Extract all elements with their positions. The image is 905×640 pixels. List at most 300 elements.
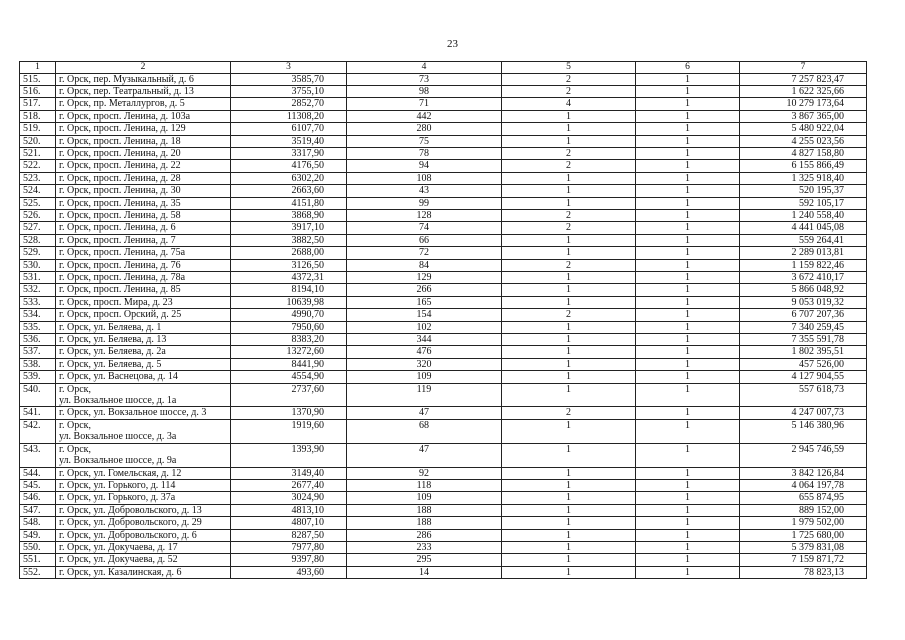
count-cell: 1: [502, 123, 636, 135]
area-cell: 3317,90: [231, 147, 347, 159]
area-cell: 6107,70: [231, 123, 347, 135]
amount-cell: 5 866 048,92: [740, 284, 867, 296]
table-row: [20, 467, 867, 479]
header-cell: 2: [56, 62, 231, 74]
row-number-cell: 528.: [20, 234, 56, 246]
header-cell: 6: [636, 62, 740, 74]
table-row: [20, 346, 867, 358]
count-cell: 1: [502, 371, 636, 383]
area-cell: 3868,90: [231, 209, 347, 221]
count-cell: 1: [502, 554, 636, 566]
address-cell: г. Орск, просп. Ленина, д. 7: [56, 234, 231, 246]
address-cell: г. Орск, ул. Добровольского, д. 29: [56, 517, 231, 529]
row-number-cell: 531.: [20, 272, 56, 284]
amount-cell: 1 802 395,51: [740, 346, 867, 358]
area-cell: 4176,50: [231, 160, 347, 172]
address-cell: г. Орск, просп. Ленина, д. 103а: [56, 110, 231, 122]
residents-cell: 320: [347, 358, 502, 370]
count-cell: 1: [636, 529, 740, 541]
amount-cell: 9 053 019,32: [740, 296, 867, 308]
count-cell: 1: [636, 209, 740, 221]
residents-cell: 102: [347, 321, 502, 333]
row-number-cell: 543.: [20, 443, 56, 467]
count-cell: 1: [636, 371, 740, 383]
amount-cell: 4 441 045,08: [740, 222, 867, 234]
row-number-cell: 520.: [20, 135, 56, 147]
area-cell: 11308,20: [231, 110, 347, 122]
residents-cell: 71: [347, 98, 502, 110]
count-cell: 1: [636, 259, 740, 271]
table-row: [20, 247, 867, 259]
amount-cell: 4 255 023,56: [740, 135, 867, 147]
address-cell: г. Орск, ул. Вокзальное шоссе, д. 3а: [56, 419, 231, 443]
table-row: [20, 123, 867, 135]
amount-cell: 4 247 007,73: [740, 407, 867, 419]
row-number-cell: 541.: [20, 407, 56, 419]
count-cell: 1: [636, 98, 740, 110]
count-cell: 1: [502, 541, 636, 553]
address-cell: г. Орск, ул. Беляева, д. 5: [56, 358, 231, 370]
address-cell: г. Орск, ул. Васнецова, д. 14: [56, 371, 231, 383]
count-cell: 2: [502, 73, 636, 85]
count-cell: 1: [636, 541, 740, 553]
address-cell: г. Орск, просп. Ленина, д. 78а: [56, 272, 231, 284]
address-cell: г. Орск, ул. Вокзальное шоссе, д. 9а: [56, 443, 231, 467]
area-cell: 3755,10: [231, 85, 347, 97]
amount-cell: 3 842 126,84: [740, 467, 867, 479]
address-cell: г. Орск, просп. Ленина, д. 30: [56, 185, 231, 197]
residents-cell: 98: [347, 85, 502, 97]
address-cell: г. Орск, пер. Музыкальный, д. 6: [56, 73, 231, 85]
table-row: [20, 160, 867, 172]
residents-cell: 68: [347, 419, 502, 443]
residents-cell: 129: [347, 272, 502, 284]
residents-cell: 118: [347, 479, 502, 491]
address-cell: г. Орск, ул. Добровольского, д. 6: [56, 529, 231, 541]
count-cell: 1: [502, 272, 636, 284]
row-number-cell: 533.: [20, 296, 56, 308]
row-number-cell: 542.: [20, 419, 56, 443]
count-cell: 1: [502, 247, 636, 259]
address-cell: г. Орск, просп. Ленина, д. 22: [56, 160, 231, 172]
area-cell: 3126,50: [231, 259, 347, 271]
table-row: [20, 358, 867, 370]
row-number-cell: 538.: [20, 358, 56, 370]
address-cell: г. Орск, ул. Вокзальное шоссе, д. 1а: [56, 383, 231, 407]
area-cell: 2677,40: [231, 479, 347, 491]
area-cell: 3149,40: [231, 467, 347, 479]
count-cell: 1: [502, 358, 636, 370]
area-cell: 3917,10: [231, 222, 347, 234]
table-row: [20, 529, 867, 541]
count-cell: 2: [502, 85, 636, 97]
count-cell: 2: [502, 259, 636, 271]
area-cell: 4813,10: [231, 504, 347, 516]
row-number-cell: 545.: [20, 479, 56, 491]
count-cell: 1: [502, 234, 636, 246]
amount-cell: 6 707 207,36: [740, 309, 867, 321]
amount-cell: 1 725 680,00: [740, 529, 867, 541]
table-row: [20, 85, 867, 97]
amount-cell: 655 874,95: [740, 492, 867, 504]
area-cell: 3585,70: [231, 73, 347, 85]
table-row: [20, 185, 867, 197]
address-cell: г. Орск, ул. Горького, д. 37а: [56, 492, 231, 504]
count-cell: 1: [636, 185, 740, 197]
address-cell: г. Орск, ул. Гомельская, д. 12: [56, 467, 231, 479]
residents-cell: 47: [347, 443, 502, 467]
count-cell: 1: [502, 321, 636, 333]
amount-cell: 457 526,00: [740, 358, 867, 370]
amount-cell: 559 264,41: [740, 234, 867, 246]
row-number-cell: 540.: [20, 383, 56, 407]
residents-cell: 84: [347, 259, 502, 271]
row-number-cell: 549.: [20, 529, 56, 541]
row-number-cell: 535.: [20, 321, 56, 333]
header-cell: 4: [347, 62, 502, 74]
amount-cell: 3 867 365,00: [740, 110, 867, 122]
table-row: [20, 110, 867, 122]
area-cell: 3882,50: [231, 234, 347, 246]
amount-cell: 6 155 866,49: [740, 160, 867, 172]
count-cell: 1: [502, 504, 636, 516]
header-cell: 1: [20, 62, 56, 74]
area-cell: 4554,90: [231, 371, 347, 383]
table-row: [20, 147, 867, 159]
table-row: [20, 334, 867, 346]
count-cell: 1: [636, 346, 740, 358]
count-cell: 1: [636, 407, 740, 419]
table-row: [20, 309, 867, 321]
page-number: 23: [447, 38, 458, 50]
count-cell: 1: [636, 73, 740, 85]
amount-cell: 2 945 746,59: [740, 443, 867, 467]
address-cell: г. Орск, просп. Ленина, д. 85: [56, 284, 231, 296]
table-body: [20, 73, 867, 579]
amount-cell: 2 289 013,81: [740, 247, 867, 259]
row-number-cell: 523.: [20, 172, 56, 184]
address-cell: г. Орск, ул. Горького, д. 114: [56, 479, 231, 491]
address-cell: г. Орск, пер. Театральный, д. 13: [56, 85, 231, 97]
residents-cell: 233: [347, 541, 502, 553]
residents-cell: 94: [347, 160, 502, 172]
amount-cell: 5 379 831,08: [740, 541, 867, 553]
amount-cell: 1 240 558,40: [740, 209, 867, 221]
address-cell: г. Орск, просп. Ленина, д. 58: [56, 209, 231, 221]
row-number-cell: 551.: [20, 554, 56, 566]
address-cell: г. Орск, просп. Ленина, д. 35: [56, 197, 231, 209]
area-cell: 9397,80: [231, 554, 347, 566]
amount-cell: 10 279 173,64: [740, 98, 867, 110]
count-cell: 1: [636, 554, 740, 566]
residents-cell: 73: [347, 73, 502, 85]
table-row: [20, 209, 867, 221]
row-number-cell: 516.: [20, 85, 56, 97]
count-cell: 1: [502, 383, 636, 407]
amount-cell: 3 672 410,17: [740, 272, 867, 284]
amount-cell: 889 152,00: [740, 504, 867, 516]
count-cell: 1: [636, 321, 740, 333]
table-row: [20, 172, 867, 184]
address-cell: г. Орск, ул. Беляева, д. 13: [56, 334, 231, 346]
residents-cell: 92: [347, 467, 502, 479]
count-cell: 1: [636, 147, 740, 159]
address-cell: г. Орск, ул. Беляева, д. 1: [56, 321, 231, 333]
amount-cell: 4 827 158,80: [740, 147, 867, 159]
residents-cell: 266: [347, 284, 502, 296]
amount-cell: 592 105,17: [740, 197, 867, 209]
area-cell: 8287,50: [231, 529, 347, 541]
area-cell: 1393,90: [231, 443, 347, 467]
area-cell: 2663,60: [231, 185, 347, 197]
amount-cell: 1 325 918,40: [740, 172, 867, 184]
table-row: [20, 222, 867, 234]
header-row: [20, 62, 867, 74]
residents-cell: 109: [347, 371, 502, 383]
count-cell: 1: [636, 110, 740, 122]
amount-cell: 1 979 502,00: [740, 517, 867, 529]
table-row: [20, 73, 867, 85]
address-cell: г. Орск, ул. Казалинская, д. 6: [56, 566, 231, 578]
area-cell: 4151,80: [231, 197, 347, 209]
residents-cell: 344: [347, 334, 502, 346]
amount-cell: 5 480 922,04: [740, 123, 867, 135]
count-cell: 2: [502, 147, 636, 159]
table-row: [20, 234, 867, 246]
row-number-cell: 518.: [20, 110, 56, 122]
count-cell: 1: [502, 296, 636, 308]
address-cell: г. Орск, просп. Ленина, д. 6: [56, 222, 231, 234]
amount-cell: 5 146 380,96: [740, 419, 867, 443]
count-cell: 1: [502, 467, 636, 479]
row-number-cell: 527.: [20, 222, 56, 234]
amount-cell: 7 159 871,72: [740, 554, 867, 566]
amount-cell: 1 622 325,66: [740, 85, 867, 97]
residents-cell: 72: [347, 247, 502, 259]
address-cell: г. Орск, ул. Беляева, д. 2а: [56, 346, 231, 358]
residents-cell: 109: [347, 492, 502, 504]
area-cell: 1370,90: [231, 407, 347, 419]
address-cell: г. Орск, просп. Орский, д. 25: [56, 309, 231, 321]
count-cell: 1: [636, 222, 740, 234]
area-cell: 10639,98: [231, 296, 347, 308]
count-cell: 1: [636, 172, 740, 184]
count-cell: 1: [502, 334, 636, 346]
row-number-cell: 534.: [20, 309, 56, 321]
count-cell: 1: [636, 517, 740, 529]
residents-cell: 78: [347, 147, 502, 159]
count-cell: 1: [502, 110, 636, 122]
count-cell: 1: [502, 529, 636, 541]
row-number-cell: 530.: [20, 259, 56, 271]
table-row: [20, 419, 867, 443]
table-row: [20, 321, 867, 333]
table-row: [20, 443, 867, 467]
residents-cell: 128: [347, 209, 502, 221]
row-number-cell: 519.: [20, 123, 56, 135]
table-row: [20, 504, 867, 516]
address-cell: г. Орск, ул. Вокзальное шоссе, д. 3: [56, 407, 231, 419]
count-cell: 1: [636, 85, 740, 97]
amount-cell: 520 195,37: [740, 185, 867, 197]
address-cell: г. Орск, просп. Ленина, д. 76: [56, 259, 231, 271]
address-cell: г. Орск, ул. Докучаева, д. 52: [56, 554, 231, 566]
count-cell: 1: [502, 492, 636, 504]
amount-cell: 7 340 259,45: [740, 321, 867, 333]
row-number-cell: 526.: [20, 209, 56, 221]
area-cell: 8194,10: [231, 284, 347, 296]
count-cell: 1: [636, 467, 740, 479]
row-number-cell: 517.: [20, 98, 56, 110]
count-cell: 1: [502, 479, 636, 491]
table-row: [20, 296, 867, 308]
amount-cell: 4 127 904,55: [740, 371, 867, 383]
count-cell: 2: [502, 209, 636, 221]
residents-cell: 286: [347, 529, 502, 541]
row-number-cell: 532.: [20, 284, 56, 296]
address-cell: г. Орск, просп. Мира, д. 23: [56, 296, 231, 308]
residents-cell: 74: [347, 222, 502, 234]
count-cell: 1: [636, 479, 740, 491]
count-cell: 1: [636, 443, 740, 467]
count-cell: 1: [502, 419, 636, 443]
row-number-cell: 522.: [20, 160, 56, 172]
address-cell: г. Орск, просп. Ленина, д. 129: [56, 123, 231, 135]
residents-cell: 99: [347, 197, 502, 209]
count-cell: 1: [502, 172, 636, 184]
row-number-cell: 529.: [20, 247, 56, 259]
area-cell: 493,60: [231, 566, 347, 578]
table-row: [20, 98, 867, 110]
count-cell: 1: [636, 309, 740, 321]
count-cell: 1: [502, 284, 636, 296]
residents-cell: 119: [347, 383, 502, 407]
area-cell: 2688,00: [231, 247, 347, 259]
count-cell: 1: [502, 185, 636, 197]
count-cell: 1: [502, 135, 636, 147]
count-cell: 1: [636, 123, 740, 135]
row-number-cell: 525.: [20, 197, 56, 209]
residents-cell: 476: [347, 346, 502, 358]
table-row: [20, 492, 867, 504]
count-cell: 1: [636, 383, 740, 407]
row-number-cell: 544.: [20, 467, 56, 479]
table-row: [20, 383, 867, 407]
row-number-cell: 524.: [20, 185, 56, 197]
count-cell: 1: [636, 566, 740, 578]
header-cell: 7: [740, 62, 867, 74]
area-cell: 7950,60: [231, 321, 347, 333]
address-cell: г. Орск, ул. Докучаева, д. 17: [56, 541, 231, 553]
address-cell: г. Орск, просп. Ленина, д. 18: [56, 135, 231, 147]
residents-cell: 14: [347, 566, 502, 578]
header-cell: 5: [502, 62, 636, 74]
row-number-cell: 548.: [20, 517, 56, 529]
table-row: [20, 197, 867, 209]
area-cell: 3024,90: [231, 492, 347, 504]
table-row: [20, 517, 867, 529]
address-cell: г. Орск, просп. Ленина, д. 20: [56, 147, 231, 159]
area-cell: 7977,80: [231, 541, 347, 553]
count-cell: 1: [636, 334, 740, 346]
count-cell: 1: [636, 419, 740, 443]
area-cell: 3519,40: [231, 135, 347, 147]
count-cell: 2: [502, 407, 636, 419]
table-row: [20, 284, 867, 296]
amount-cell: 4 064 197,78: [740, 479, 867, 491]
count-cell: 1: [502, 517, 636, 529]
count-cell: 1: [502, 443, 636, 467]
count-cell: 1: [636, 296, 740, 308]
amount-cell: 7 257 823,47: [740, 73, 867, 85]
address-cell: г. Орск, просп. Ленина, д. 75а: [56, 247, 231, 259]
count-cell: 2: [502, 160, 636, 172]
count-cell: 1: [636, 284, 740, 296]
row-number-cell: 536.: [20, 334, 56, 346]
table-row: [20, 554, 867, 566]
count-cell: 1: [636, 160, 740, 172]
count-cell: 2: [502, 222, 636, 234]
residents-cell: 75: [347, 135, 502, 147]
address-cell: г. Орск, просп. Ленина, д. 28: [56, 172, 231, 184]
residents-cell: 43: [347, 185, 502, 197]
count-cell: 1: [636, 247, 740, 259]
table-row: [20, 479, 867, 491]
count-cell: 4: [502, 98, 636, 110]
residents-cell: 47: [347, 407, 502, 419]
table-row: [20, 566, 867, 578]
count-cell: 1: [636, 272, 740, 284]
area-cell: 2852,70: [231, 98, 347, 110]
amount-cell: 557 618,73: [740, 383, 867, 407]
count-cell: 1: [636, 504, 740, 516]
area-cell: 1919,60: [231, 419, 347, 443]
area-cell: 2737,60: [231, 383, 347, 407]
amount-cell: 78 823,13: [740, 566, 867, 578]
residents-cell: 442: [347, 110, 502, 122]
row-number-cell: 537.: [20, 346, 56, 358]
count-cell: 1: [636, 234, 740, 246]
residents-cell: 108: [347, 172, 502, 184]
table-row: [20, 541, 867, 553]
row-number-cell: 521.: [20, 147, 56, 159]
count-cell: 1: [636, 135, 740, 147]
residents-cell: 188: [347, 504, 502, 516]
address-cell: г. Орск, пр. Металлургов, д. 5: [56, 98, 231, 110]
count-cell: 1: [502, 346, 636, 358]
area-cell: 4990,70: [231, 309, 347, 321]
row-number-cell: 539.: [20, 371, 56, 383]
residents-cell: 165: [347, 296, 502, 308]
residents-cell: 66: [347, 234, 502, 246]
area-cell: 13272,60: [231, 346, 347, 358]
registry-table: [19, 61, 867, 579]
table-row: [20, 135, 867, 147]
residents-cell: 188: [347, 517, 502, 529]
count-cell: 1: [636, 358, 740, 370]
table-row: [20, 407, 867, 419]
table-row: [20, 259, 867, 271]
amount-cell: 1 159 822,46: [740, 259, 867, 271]
table-row: [20, 272, 867, 284]
count-cell: 1: [502, 197, 636, 209]
row-number-cell: 515.: [20, 73, 56, 85]
header-cell: 3: [231, 62, 347, 74]
table-row: [20, 371, 867, 383]
area-cell: 6302,20: [231, 172, 347, 184]
row-number-cell: 547.: [20, 504, 56, 516]
area-cell: 8383,20: [231, 334, 347, 346]
